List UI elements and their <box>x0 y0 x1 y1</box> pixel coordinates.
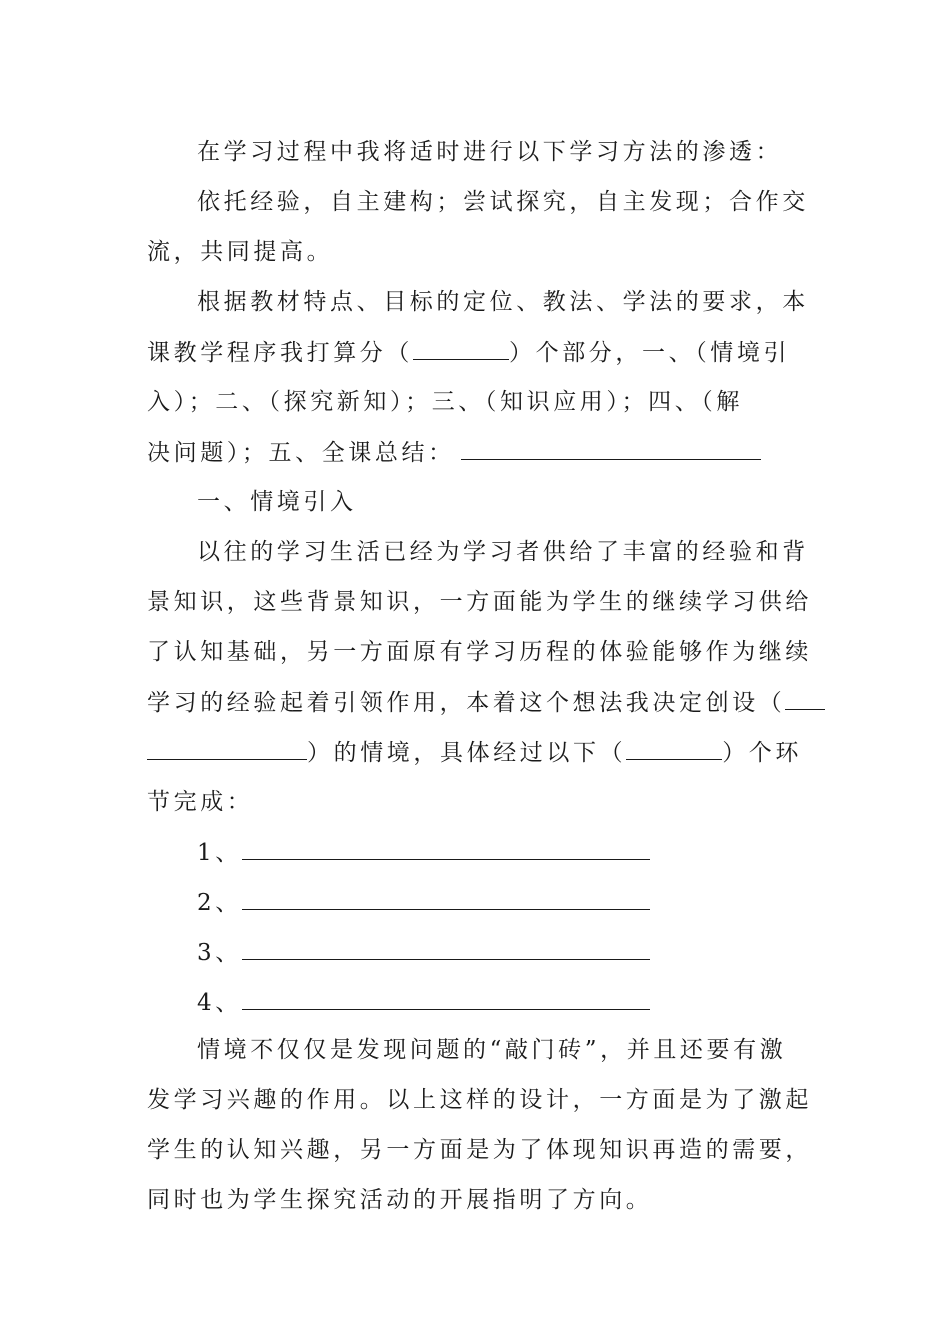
fill-blank <box>626 737 722 760</box>
paragraph-line: 学生的认知兴趣，另一方面是为了体现知识再造的需要， <box>147 1137 812 1163</box>
text-segment: 课教学程序我打算分（ <box>147 340 413 366</box>
list-item-number: 2、 <box>197 890 242 916</box>
fill-blank <box>242 937 650 960</box>
paragraph-line: 发学习兴趣的作用。以上这样的设计，一方面是为了激起 <box>147 1087 812 1113</box>
fill-blank <box>785 687 825 710</box>
list-item <box>197 987 650 1018</box>
paragraph-line: 同时也为学生探究活动的开展指明了方向。 <box>147 1187 653 1213</box>
paragraph-line <box>147 437 761 468</box>
list-item <box>197 887 650 918</box>
list-item-number: 4、 <box>197 990 242 1016</box>
paragraph-line: 以往的学习生活已经为学习者供给了丰富的经验和背 <box>197 539 809 565</box>
text-segment: 决问题）；五、全课总结： <box>147 440 455 466</box>
paragraph-line: 节完成： <box>147 789 254 815</box>
fill-blank <box>242 837 650 860</box>
paragraph-line <box>147 687 825 718</box>
paragraph-line: 入）；二、（探究新知）；三、（知识应用）；四、（解 <box>147 389 743 415</box>
paragraph-line: 了认知基础，另一方面原有学习历程的体验能够作为继续 <box>147 639 812 665</box>
list-item-number: 3、 <box>197 940 242 966</box>
text-segment: ）个环 <box>722 740 803 766</box>
list-item <box>197 837 650 868</box>
paragraph-line: 景知识，这些背景知识，一方面能为学生的继续学习供给 <box>147 589 812 615</box>
fill-blank <box>461 437 761 460</box>
text-segment: ）的情境，具体经过以下（ <box>307 740 627 766</box>
text-segment: ）个部分，一、（情境引 <box>509 340 791 366</box>
text-segment: 学习的经验起着引领作用，本着这个想法我决定创设（ <box>147 690 786 716</box>
list-item-number: 1、 <box>197 840 242 866</box>
list-item <box>197 937 650 968</box>
fill-blank <box>242 987 650 1010</box>
section-heading: 一、情境引入 <box>197 489 357 515</box>
paragraph-line: 根据教材特点、目标的定位、教法、学法的要求，本 <box>197 289 809 315</box>
paragraph-line: 情境不仅仅是发现问题的“敲门砖”，并且还要有激 <box>197 1037 787 1063</box>
paragraph-line: 流，共同提高。 <box>147 239 334 265</box>
fill-blank <box>413 337 509 360</box>
paragraph-line <box>147 737 802 768</box>
paragraph-line: 依托经验，自主建构；尝试探究，自主发现；合作交 <box>197 189 809 215</box>
fill-blank <box>147 737 307 760</box>
paragraph-line: 在学习过程中我将适时进行以下学习方法的渗透： <box>197 139 783 165</box>
fill-blank <box>242 887 650 910</box>
paragraph-line <box>147 337 790 368</box>
